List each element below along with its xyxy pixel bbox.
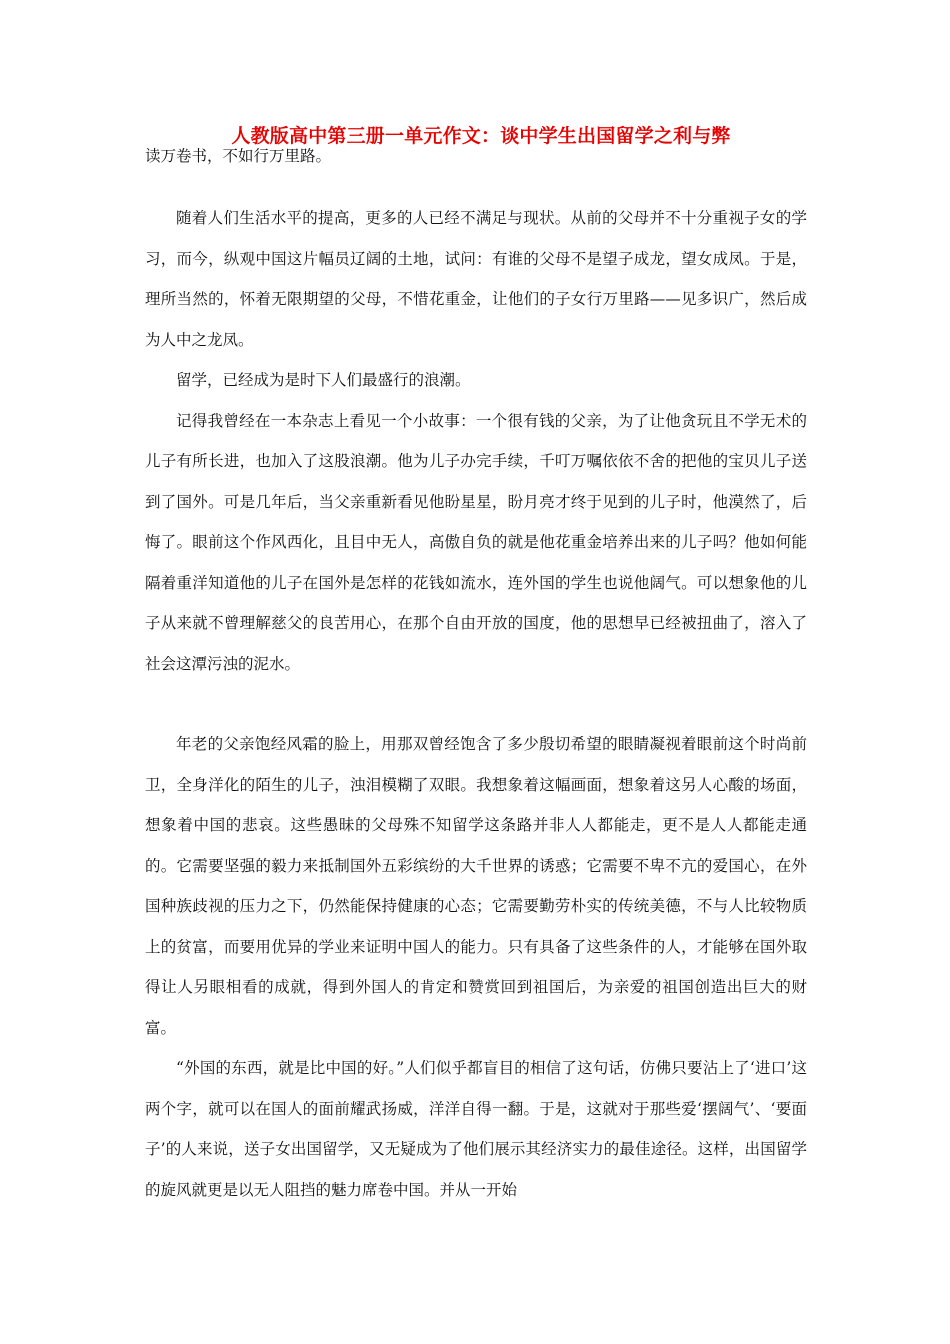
paragraph-5: “外国的东西，就是比中国的好。”人们似乎都盲目的相信了这句话，仿佛只要沾上了‘进口’这两个字，就可以在国人的面前耀武扬威，洋洋自得一翻。于是，这就对于那些爱‘摆阔气’、‘要面子’的人来说，送子女出国留学，又无疑成为了他们展示其经济实力的最佳途径。这样，出国留学的旋风就更是以无人阻挡的魅力席卷中国。并从一开始: [145, 1059, 807, 1199]
document-page: [145, 118, 807, 1210]
paragraph-epigraph: 读万卷书，不如行万里路。: [145, 147, 332, 165]
paragraph-3: 记得我曾经在一本杂志上看见一个小故事：一个很有钱的父亲，为了让他贪玩且不学无术的儿子有所长进，也加入了这股浪潮。他为儿子办完手续，千叮万嘱依依不舍的把他的宝贝儿子送到了国外。可是几年后，当父亲重新看见他盼星星，盼月亮才终于见到的儿子时，他漠然了，后悔了。眼前这个作风西化，且目中无人，高傲自负的就是他花重金培养出来的儿子吗？他如何能隔着重洋知道他的儿子在国外是怎样的花钱如流水，连外国的学生也说他阔气。可以想象他的儿子从来就不曾理解慈父的良苦用心，在那个自由开放的国度，他的思想早已经被扭曲了，溶入了社会这潭污浊的泥水。: [145, 411, 807, 673]
paragraph-4: 年老的父亲饱经风霜的脸上，用那双曾经饱含了多少殷切希望的眼睛凝视着眼前这个时尚前卫，全身洋化的陌生的儿子，浊泪模糊了双眼。我想象着这幅画面，想象着这另人心酸的场面，想象着中国的悲哀。这些愚昧的父母殊不知留学这条路并非人人都能走，更不是人人都能走通的。它需要坚强的毅力来抵制国外五彩缤纷的大千世界的诱惑；它需要不卑不亢的爱国心，在外国种族歧视的压力之下，仍然能保持健康的心态；它需要勤劳朴实的传统美德，不与人比较物质上的贫富，而要用优异的学业来证明中国人的能力。只有具备了这些条件的人，才能够在国外取得让人另眼相看的成就，得到外国人的肯定和赞赏回到祖国后，为亲爱的祖国创造出巨大的财富。: [145, 735, 807, 1037]
document-title: 人教版高中第三册一单元作文：谈中学生出国留学之利与弊: [231, 125, 731, 147]
paragraph-gap: [145, 684, 807, 724]
paragraph-1: 随着人们生活水平的提高，更多的人已经不满足与现状。从前的父母并不十分重视子女的学习，而今，纵观中国这片幅员辽阔的土地，试问：有谁的父母不是望子成龙，望女成凤。于是，理所当然的，怀着无限期望的父母，不惜花重金，让他们的子女行万里路——见多识广，然后成为人中之龙凤。: [145, 209, 807, 349]
paragraph-2: 留学，已经成为是时下人们最盛行的浪潮。: [176, 371, 471, 389]
